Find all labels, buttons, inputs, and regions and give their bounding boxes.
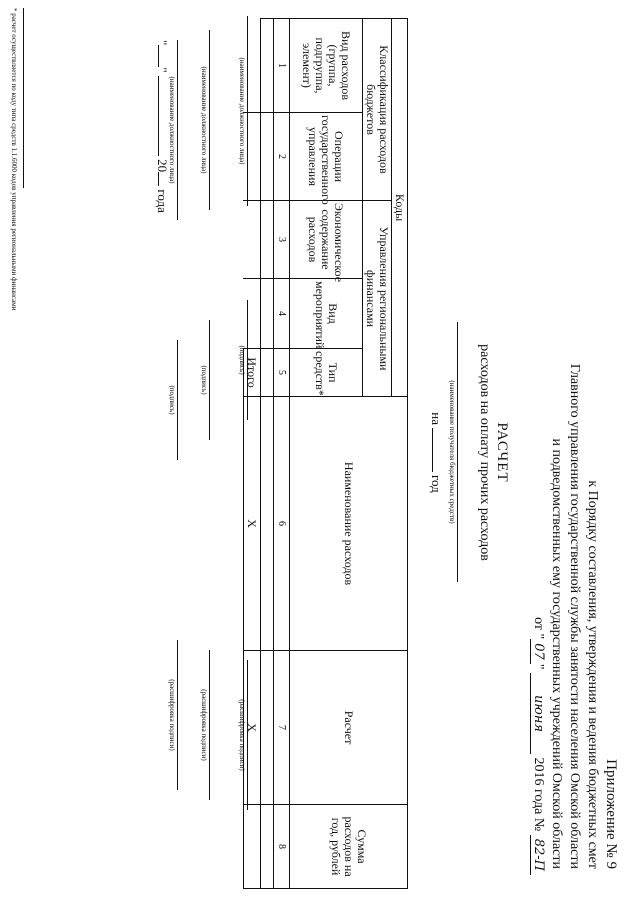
signature-position-line xyxy=(247,16,248,206)
signature-decode-line xyxy=(177,640,178,790)
year-suffix: года № xyxy=(531,789,546,832)
date-open-quote: " xyxy=(155,40,170,46)
on-label: на xyxy=(429,412,444,425)
signature-position-caption: (наименование должностного лица) xyxy=(168,76,176,184)
signature-caption: (подпись) xyxy=(238,345,246,375)
header-measure-type: Вид мероприятий xyxy=(290,279,363,349)
handwritten-month: июня xyxy=(530,673,546,754)
day-blank xyxy=(158,45,159,67)
footnote: * расчет осуществляется по коду типа средств 1.1.6000 кодов управления региональными финансами xyxy=(10,8,18,311)
month-blank xyxy=(158,76,159,156)
budget-classification-header: Классификация расходов бюджетов xyxy=(363,19,392,201)
handwritten-number: 82-П xyxy=(530,835,546,875)
appendix-line-2: Главного управления государственной службы занятости населения Омской области xyxy=(567,363,582,869)
table-row xyxy=(261,19,274,889)
header-expense-name: Наименование расходов xyxy=(290,397,408,651)
appendix-year: 2016 xyxy=(531,757,546,786)
appendix-title: Приложение № 9 xyxy=(603,759,619,869)
column-number: 5 xyxy=(274,349,290,397)
date-close-quote: " xyxy=(155,67,170,73)
signature-decode-caption: (расшифровка подписи) xyxy=(200,689,208,761)
signature-caption: (подпись) xyxy=(200,365,208,395)
column-number: 2 xyxy=(274,113,290,201)
column-number: 8 xyxy=(274,805,290,889)
total-sum-cell xyxy=(244,805,261,889)
column-number: 6 xyxy=(274,397,290,651)
signature-position-line xyxy=(209,30,210,210)
header-funds-type: Тип средств* xyxy=(290,349,363,397)
header-operations: Операции государственного управления xyxy=(290,113,363,201)
document-title: РАСЧЕТ xyxy=(494,422,510,483)
recipient-caption: (наименование получателя бюджетных средств) xyxy=(448,380,456,524)
codes-header: Коды xyxy=(392,19,408,397)
year-blank-short xyxy=(158,172,159,186)
column-number: 3 xyxy=(274,201,290,279)
signature-position-caption: (наименование должностного лица) xyxy=(238,57,246,165)
signature-decode-line xyxy=(247,660,248,810)
signature-decode-caption: (расшифровка подписи) xyxy=(238,699,246,771)
date-century: 20 xyxy=(155,159,170,173)
signature-position-caption: (наименование должностного лица) xyxy=(200,66,208,174)
signature-line xyxy=(247,300,248,420)
signature-caption: (подпись) xyxy=(168,385,176,415)
regional-finance-header: Управления региональными финансами xyxy=(363,201,392,397)
appendix-line-1: к Порядку составления, утверждения и ведения бюджетных смет xyxy=(585,480,600,869)
signature-line xyxy=(177,340,178,460)
date-prefix: от " xyxy=(531,617,546,640)
date-quote: " xyxy=(531,663,546,670)
appendix-line-3: и подведомственных ему государственных учреждений Омской области xyxy=(549,438,564,869)
header-expense-type: Вид расходов (группа, подгруппа, элемент) xyxy=(290,19,363,113)
column-number: 1 xyxy=(274,19,290,113)
appendix-date-line xyxy=(531,617,546,875)
total-x-mark: X xyxy=(244,651,261,805)
signature-line xyxy=(209,320,210,440)
total-x-mark: X xyxy=(244,397,261,651)
signing-date-row xyxy=(154,40,170,213)
signature-decode-line xyxy=(209,650,210,800)
calculation-table xyxy=(243,18,408,889)
recipient-fill-line xyxy=(457,322,458,582)
year-blank xyxy=(432,428,433,472)
footnote-separator xyxy=(23,8,24,188)
signature-decode-caption: (расшифровка подписи) xyxy=(168,679,176,751)
signature-position-line xyxy=(177,40,178,220)
handwritten-day: 07 xyxy=(530,639,546,664)
column-number: 4 xyxy=(274,279,290,349)
date-year-word: года xyxy=(155,189,170,213)
year-label: год xyxy=(429,474,444,493)
header-calculation: Расчет xyxy=(290,651,408,805)
header-economic-content: Экономическое содержание расходов xyxy=(290,201,363,279)
document-subtitle: расходов на оплату прочих расходов xyxy=(477,344,492,561)
total-label: Итого xyxy=(244,349,261,397)
period-row xyxy=(428,0,444,905)
column-number: 7 xyxy=(274,651,290,805)
header-annual-sum: Сумма расходов на год, рублей xyxy=(290,805,408,889)
